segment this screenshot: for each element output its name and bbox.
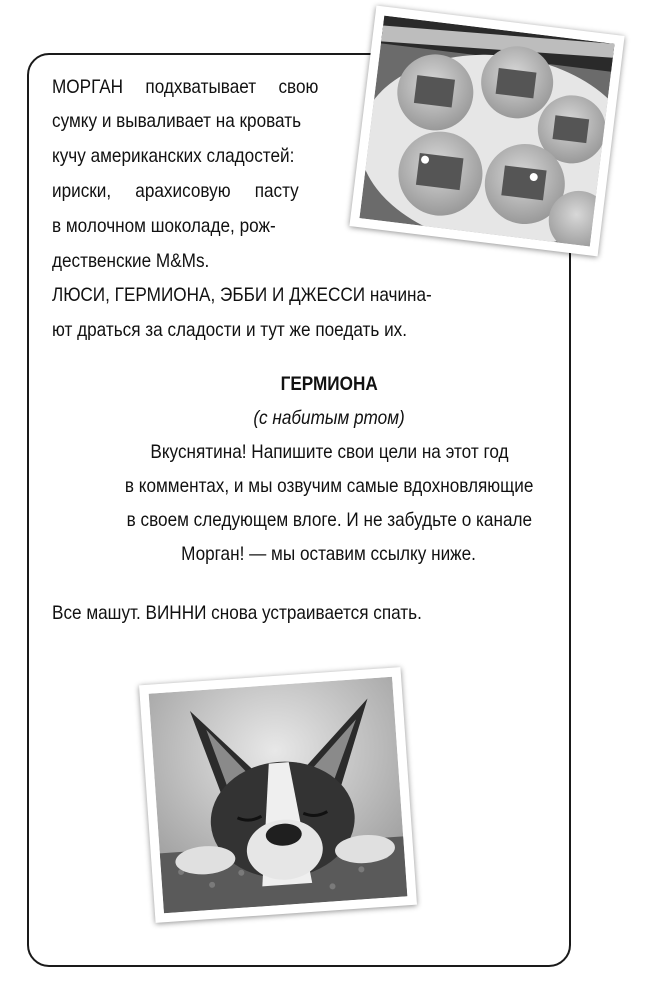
dialogue-line: Вкуснятина! Напишите свои цели на этот год	[149, 441, 509, 463]
intro-line: ириски, арахисовую пасту	[52, 180, 299, 202]
dialogue-line: в своем следующем влоге. И не забудьте о канале	[126, 509, 532, 531]
intro-line: сумку и вываливает на кровать	[52, 110, 302, 132]
dialogue-line: в комментах, и мы озвучим самые вдохновляющие	[124, 475, 534, 497]
intro-line: в молочном шоколаде, рож-	[52, 215, 276, 237]
closing-line: Все машут. ВИННИ снова устраивается спать.	[52, 602, 422, 624]
intro-line: МОРГАН подхватывает свою	[52, 76, 319, 98]
intro-line: дественские M&Ms.	[52, 250, 210, 272]
dialogue-line: Морган! — мы оставим ссылку ниже.	[181, 543, 477, 565]
action-line: ЛЮСИ, ГЕРМИОНА, ЭББИ И ДЖЕССИ начина-	[52, 284, 432, 306]
character-name: ГЕРМИОНА	[280, 373, 378, 395]
intro-line: кучу американских сладостей:	[52, 145, 295, 167]
cookies-photo	[349, 6, 624, 257]
dog-photo	[139, 667, 417, 923]
action-line: ют драться за сладости и тут же поедать их.	[52, 319, 408, 341]
stage-direction: (с набитым ртом)	[253, 407, 405, 429]
